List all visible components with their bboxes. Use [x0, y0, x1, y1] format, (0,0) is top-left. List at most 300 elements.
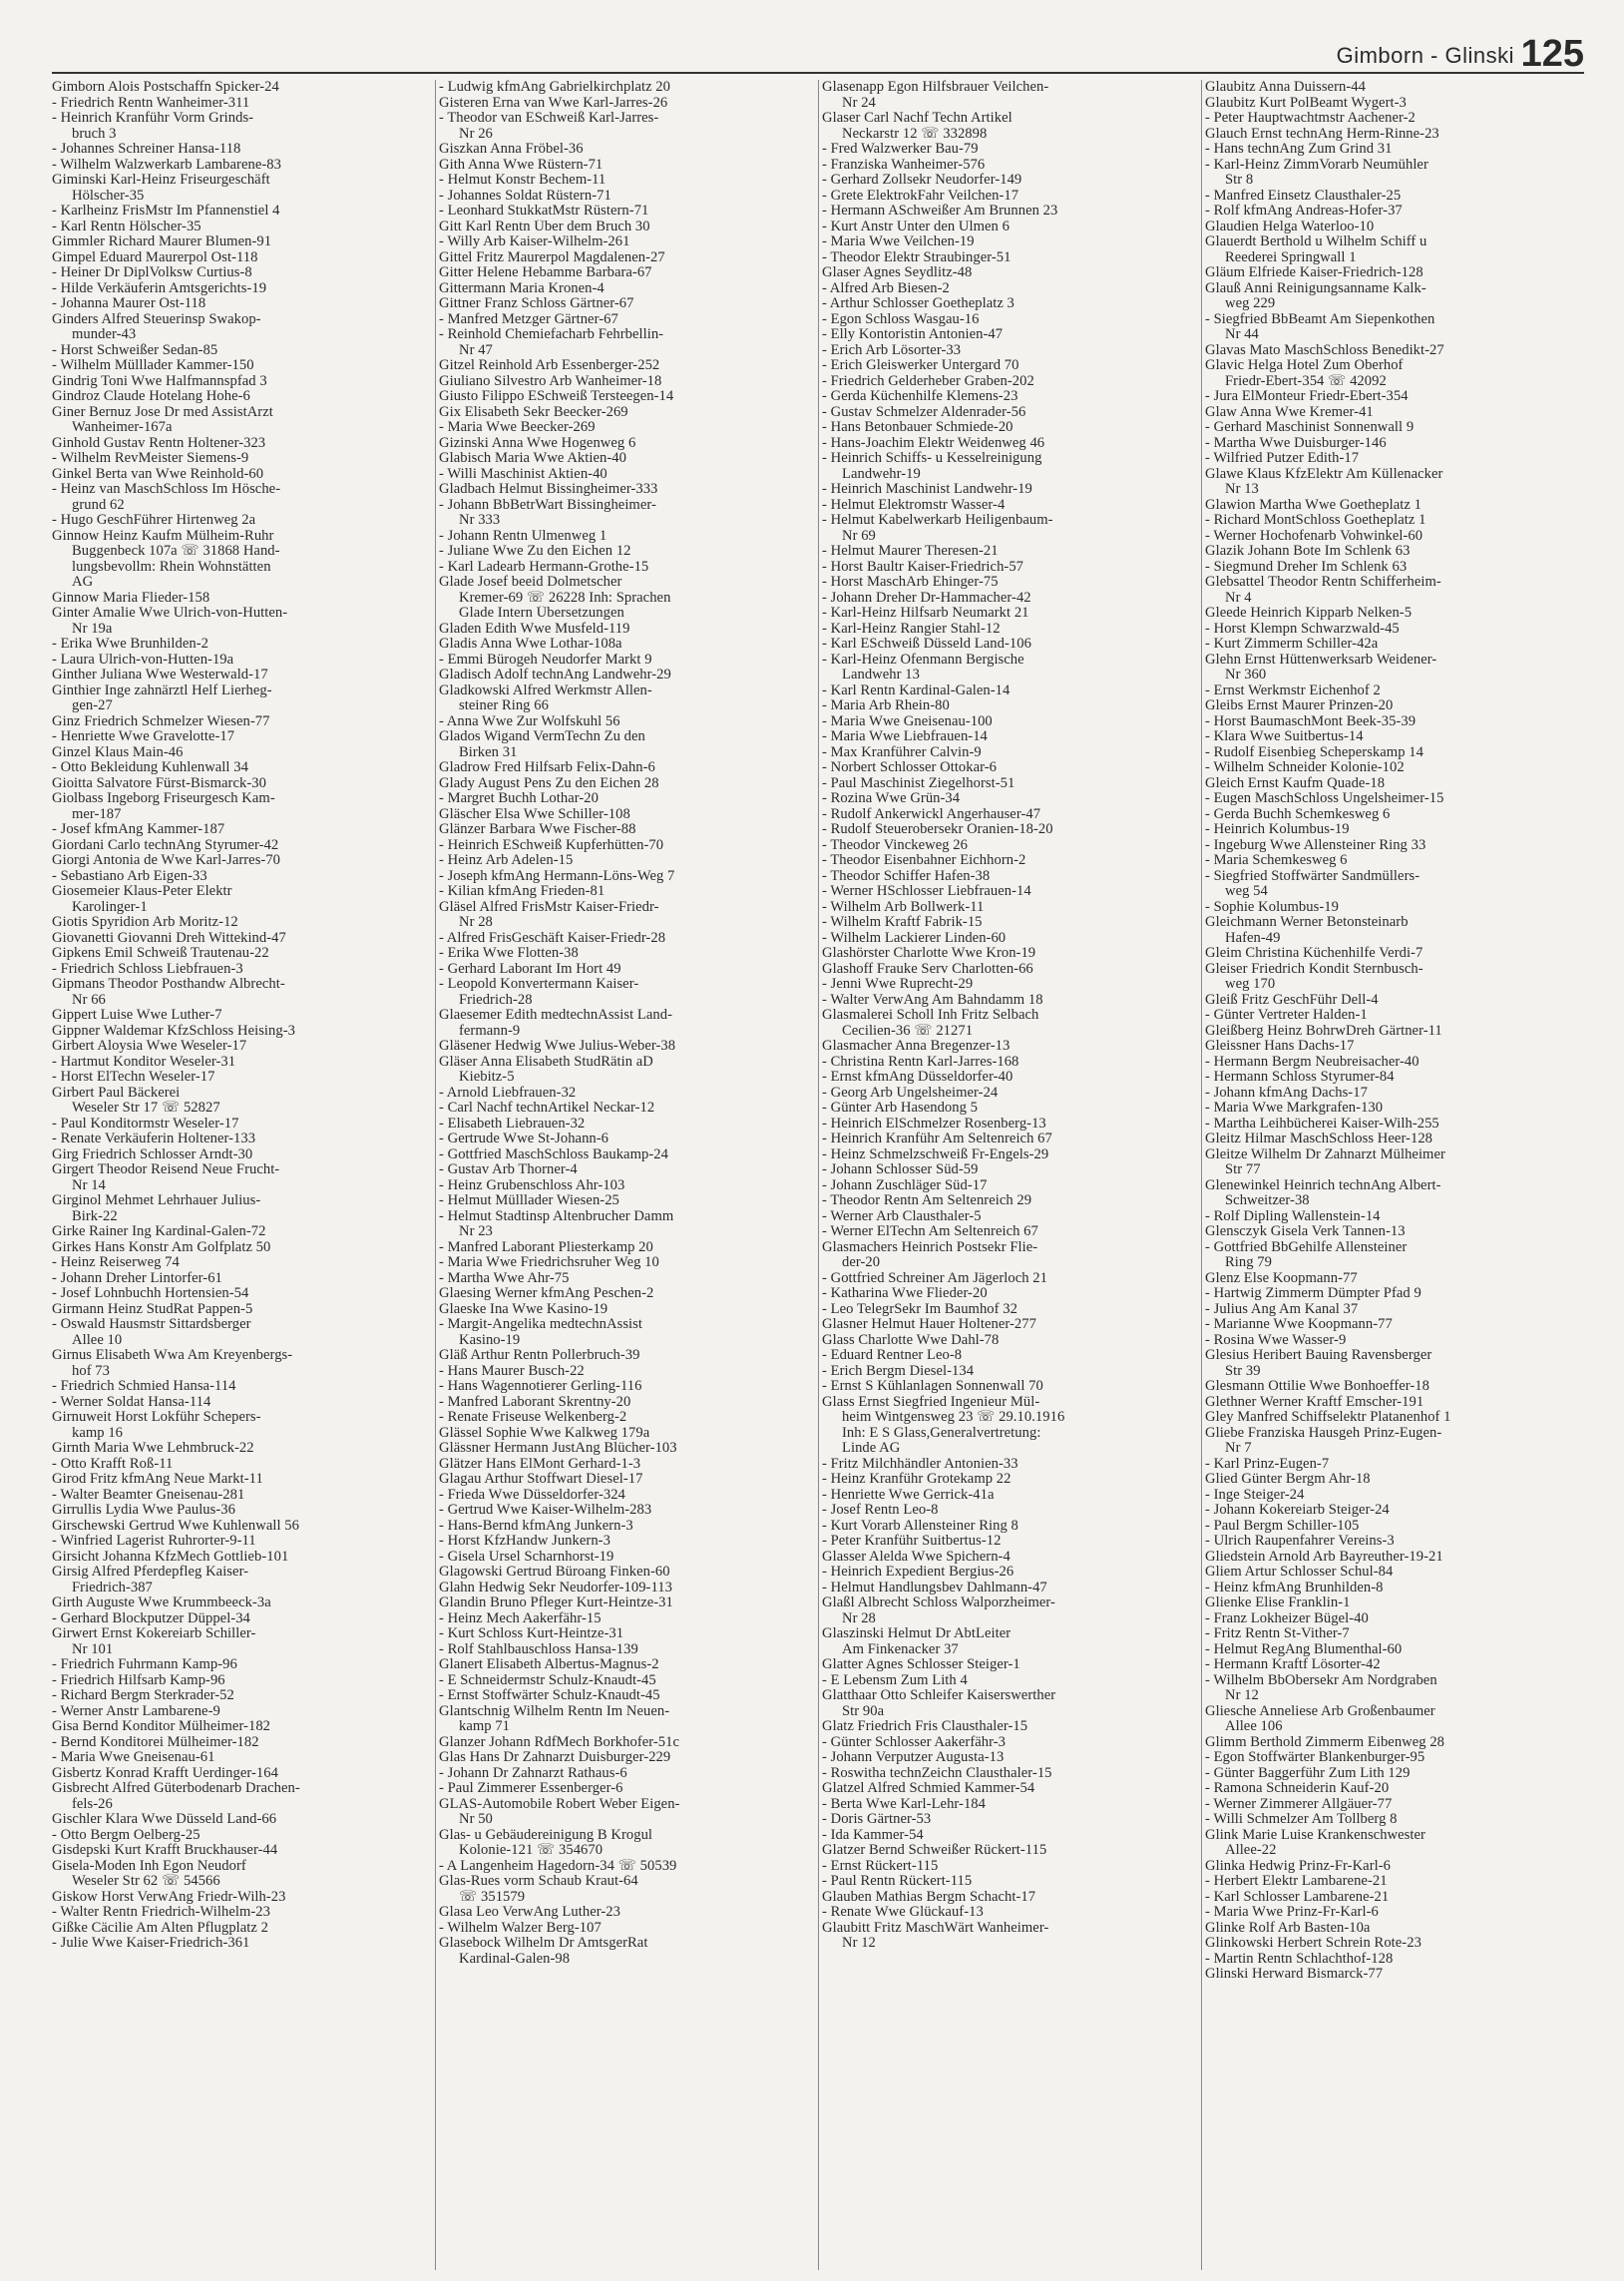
directory-entry: - Günter Arb Hasendong 5 [822, 1101, 979, 1116]
directory-entry: - Helmut Kabelwerkarb Heiligenbaum- [822, 513, 1053, 528]
directory-entry: Schweitzer-38 [1225, 1193, 1310, 1208]
directory-entry: Gittel Fritz Maurerpol Magdalenen-27 [439, 249, 665, 265]
directory-entry: - Doris Gärtner-53 [822, 1812, 932, 1827]
directory-entry: - Friedrich Rentn Wanheimer-311 [52, 95, 250, 111]
directory-entry: - Heinrich Kranführ Am Seltenreich 67 [822, 1132, 1052, 1146]
directory-entry: - Gerhard Zollsekr Neudorfer-149 [822, 173, 1022, 188]
directory-entry: Gleibs Ernst Maurer Prinzen-20 [1205, 698, 1394, 713]
directory-entry: Gisdepski Kurt Krafft Bruckhauser-44 [52, 1843, 278, 1858]
directory-entry: - Helmut Mülllader Wiesen-25 [439, 1193, 619, 1208]
directory-entry: - Heinz Arb Adelen-15 [439, 853, 574, 868]
directory-entry: - Hans-Joachim Elektr Weidenweg 46 [822, 435, 1045, 451]
directory-entry: kamp 16 [72, 1425, 124, 1441]
directory-entry: Gladkowski Alfred Werkmstr Allen- [439, 683, 652, 698]
directory-entry: - Paul Konditormstr Weseler-17 [52, 1116, 239, 1132]
directory-entry: - Helmut Maurer Theresen-21 [822, 544, 999, 559]
directory-entry: - Heinrich Kranführ Vorm Grinds- [52, 111, 254, 126]
directory-entry: - Gertrud Wwe Kaiser-Wilhelm-283 [439, 1503, 652, 1518]
directory-entry: - Wilhelm Mülllader Kammer-150 [52, 358, 254, 373]
directory-entry: - Werner Hochofenarb Vohwinkel-60 [1205, 528, 1423, 544]
directory-entry: - Johann Schlosser Süd-59 [822, 1162, 979, 1177]
directory-entry: ☏ 351579 [459, 1889, 526, 1905]
directory-entry: Glass Charlotte Wwe Dahl-78 [822, 1332, 1000, 1348]
directory-entry: Nr 14 [72, 1177, 106, 1193]
directory-entry: - Maria Wwe Markgrafen-130 [1205, 1101, 1384, 1116]
directory-entry: - Hans Wagennotierer Gerling-116 [439, 1379, 642, 1394]
directory-entry: gen-27 [72, 698, 113, 713]
directory-entry: Glady August Pens Zu den Eichen 28 [439, 775, 659, 791]
directory-entry: - Heinrich Schiffs- u Kesselreinigung [822, 451, 1042, 466]
directory-entry: Ginkel Berta van Wwe Reinhold-60 [52, 466, 264, 482]
directory-entry: Glensczyk Gisela Verk Tannen-13 [1205, 1224, 1406, 1239]
directory-entry: - Heinz Kranführ Grotekamp 22 [822, 1472, 1012, 1487]
directory-entry: Landwehr 13 [842, 668, 920, 683]
directory-entry: Gitter Helene Hebamme Barbara-67 [439, 265, 652, 280]
directory-entry: Nr 24 [842, 95, 876, 111]
directory-entry: Girbert Paul Bäckerei [52, 1085, 181, 1101]
directory-entry: - Gerda Buchh Schemkesweg 6 [1205, 806, 1391, 822]
directory-entry: Gleich Ernst Kaufm Quade-18 [1205, 775, 1386, 791]
directory-entry: - Roswitha technZeichn Clausthaler-15 [822, 1765, 1052, 1781]
directory-entry: Gioitta Salvatore Fürst-Bismarck-30 [52, 775, 266, 791]
directory-entry: Reederei Springwall 1 [1225, 249, 1357, 265]
directory-entry: - Gottfried BbGehilfe Allensteiner [1205, 1239, 1408, 1255]
directory-entry: - Gottfried MaschSchloss Baukamp-24 [439, 1146, 668, 1162]
directory-entry: - Arnold Liebfrauen-32 [439, 1085, 577, 1101]
directory-entry: - Ida Kammer-54 [822, 1827, 924, 1843]
directory-entry: - Heinrich ElSchmelzer Rosenberg-13 [822, 1116, 1046, 1132]
directory-entry: Ginders Alfred Steuerinsp Swakop- [52, 311, 261, 327]
directory-entry: Str 77 [1225, 1162, 1261, 1177]
directory-entry: Gleede Heinrich Kipparb Nelken-5 [1205, 606, 1413, 621]
directory-entry: - Franz Lokheizer Bügel-40 [1205, 1610, 1369, 1626]
directory-entry: - Karl ESchweiß Düsseld Land-106 [822, 637, 1031, 652]
directory-entry: Nr 50 [459, 1812, 493, 1827]
directory-entry: Ginhold Gustav Rentn Holtener-323 [52, 435, 266, 451]
directory-entry: Glatzel Alfred Schmied Kammer-54 [822, 1781, 1035, 1796]
directory-entry: Gladis Anna Wwe Lothar-108a [439, 637, 622, 652]
directory-entry: Glasa Leo VerwAng Luther-23 [439, 1905, 620, 1920]
directory-entry: - Johann BbBetrWart Bissingheimer- [439, 497, 656, 513]
directory-entry: Glaudien Helga Waterloo-10 [1205, 219, 1375, 234]
directory-entry: - Margret Buchh Lothar-20 [439, 791, 599, 806]
directory-entry: Nr 19a [72, 621, 113, 637]
directory-entry: - Henriette Wwe Gerrick-41a [822, 1487, 995, 1503]
directory-entry: - Berta Wwe Karl-Lehr-184 [822, 1796, 986, 1812]
directory-entry: - Ernst S Kühlanlagen Sonnenwall 70 [822, 1379, 1043, 1394]
directory-entry: Allee 106 [1225, 1719, 1283, 1734]
directory-entry: - Heinrich Kolumbus-19 [1205, 822, 1350, 837]
directory-entry: - Leopold Konvertermann Kaiser- [439, 977, 639, 992]
directory-entry: Girod Fritz kfmAng Neue Markt-11 [52, 1472, 263, 1487]
directory-entry: - Friedrich Schmied Hansa-114 [52, 1379, 236, 1394]
directory-entry: - Kurt Zimmerm Schiller-42a [1205, 637, 1379, 652]
directory-entry: weg 54 [1225, 884, 1268, 899]
directory-entry: - Martha Leihbücherei Kaiser-Wilh-255 [1205, 1116, 1439, 1132]
directory-entry: - Günter Schlosser Aakerfähr-3 [822, 1734, 1006, 1750]
directory-entry: AG [72, 575, 94, 590]
directory-entry: Giskow Horst VerwAng Friedr-Wilh-23 [52, 1889, 286, 1905]
directory-entry: Gliesche Anneliese Arb Großenbaumer [1205, 1703, 1435, 1719]
directory-entry: Girwert Ernst Kokereiarb Schiller- [52, 1626, 256, 1641]
directory-entry: - Johann Verputzer Augusta-13 [822, 1750, 1005, 1765]
directory-entry: - Manfred Laborant Skrentny-20 [439, 1394, 631, 1410]
directory-entry: Nr 69 [842, 528, 876, 544]
directory-entry: Am Finkenacker 37 [842, 1641, 959, 1657]
directory-entry: - Christina Rentn Karl-Jarres-168 [822, 1054, 1019, 1070]
directory-entry: Glinke Rolf Arb Basten-10a [1205, 1920, 1371, 1936]
directory-entry: Glesmann Ottilie Wwe Bonhoeffer-18 [1205, 1379, 1429, 1394]
directory-entry: Glaw Anna Wwe Kremer-41 [1205, 404, 1374, 420]
directory-entry: Str 8 [1225, 173, 1254, 188]
directory-entry: Landwehr-19 [842, 466, 921, 482]
directory-entry: - Alfred FrisGeschäft Kaiser-Friedr-28 [439, 930, 666, 946]
directory-entry: - Manfred Metzger Gärtner-67 [439, 311, 618, 327]
directory-entry: Gippert Luise Wwe Luther-7 [52, 1008, 222, 1023]
directory-entry: Girrullis Lydia Wwe Paulus-36 [52, 1503, 235, 1518]
directory-entry: - Maria Wwe Prinz-Fr-Karl-6 [1205, 1905, 1379, 1920]
directory-entry: - Helmut RegAng Blumenthal-60 [1205, 1641, 1403, 1657]
directory-entry: - Wilhelm Lackierer Linden-60 [822, 930, 1007, 946]
directory-entry: - Günter Vertreter Halden-1 [1205, 1008, 1368, 1023]
directory-entry: - Hugo GeschFührer Hirtenweg 2a [52, 513, 256, 528]
directory-entry: - Rudolf Ankerwickl Angerhauser-47 [822, 806, 1041, 822]
directory-entry: Nr 4 [1225, 590, 1252, 606]
directory-entry: - Horst Baultr Kaiser-Friedrich-57 [822, 559, 1024, 575]
directory-entry: - Leonhard StukkatMstr Rüstern-71 [439, 204, 649, 219]
directory-entry: - Maria Wwe Liebfrauen-14 [822, 729, 988, 744]
directory-entry: - Fred Walzwerker Bau-79 [822, 142, 979, 157]
directory-entry: Gimmler Richard Maurer Blumen-91 [52, 234, 272, 249]
directory-entry: Gippner Waldemar KfzSchloss Heising-3 [52, 1023, 295, 1039]
directory-entry: - Josef kfmAng Kammer-187 [52, 822, 225, 837]
directory-entry: - E Lebensm Zum Lith 4 [822, 1672, 968, 1688]
directory-entry: heim Wintgensweg 23 ☏ 29.10.1916 [842, 1410, 1065, 1425]
directory-entry: - Helmut Elektromstr Wasser-4 [822, 497, 1006, 513]
directory-entry: Gizinski Anna Wwe Hogenweg 6 [439, 435, 636, 451]
directory-entry: - Norbert Schlosser Ottokar-6 [822, 760, 998, 775]
directory-entry: kamp 71 [459, 1719, 511, 1734]
directory-entry: fermann-9 [459, 1023, 521, 1039]
directory-entry: - Ludwig kfmAng Gabrielkirchplatz 20 [439, 80, 670, 95]
directory-entry: - Juliane Wwe Zu den Eichen 12 [439, 544, 631, 559]
directory-entry: Glässel Sophie Wwe Kalkweg 179a [439, 1425, 650, 1441]
directory-entry: Giszkan Anna Fröbel-36 [439, 142, 584, 157]
directory-entry: - Fritz Rentn St-Vither-7 [1205, 1626, 1350, 1641]
directory-entry: Kasino-19 [459, 1332, 521, 1348]
directory-entry: - Werner ElTechn Am Seltenreich 67 [822, 1224, 1038, 1239]
directory-entry: Gisa Bernd Konditor Mülheimer-182 [52, 1719, 271, 1734]
directory-entry: - Ramona Schneiderin Kauf-20 [1205, 1781, 1390, 1796]
directory-entry: Glaßl Albrecht Schloss Walporzheimer- [822, 1596, 1055, 1610]
directory-columns [52, 80, 1584, 2270]
directory-entry: - Johann Dreher Dr-Hammacher-42 [822, 590, 1031, 606]
directory-entry: - Werner Arb Clausthaler-5 [822, 1208, 982, 1224]
directory-entry: - Theodor Eisenbahner Eichhorn-2 [822, 853, 1026, 868]
directory-entry: - Otto Bekleidung Kuhlenwall 34 [52, 760, 248, 775]
directory-entry: - Gerhard Blockputzer Düppel-34 [52, 1610, 250, 1626]
directory-entry: Allee-22 [1225, 1843, 1277, 1858]
directory-entry: Gladisch Adolf technAng Landwehr-29 [439, 668, 671, 683]
directory-entry: Glauben Mathias Bergm Schacht-17 [822, 1889, 1036, 1905]
directory-entry: - Sebastiano Arb Eigen-33 [52, 868, 207, 884]
directory-entry: Giner Bernuz Jose Dr med AssistArzt [52, 404, 273, 420]
directory-entry: Glandin Bruno Pfleger Kurt-Heintze-31 [439, 1596, 673, 1610]
directory-entry: Glashörster Charlotte Wwe Kron-19 [822, 946, 1036, 961]
directory-entry: - Eugen MaschSchloss Ungelsheimer-15 [1205, 791, 1444, 806]
directory-entry: - Johann Kokereiarb Steiger-24 [1205, 1503, 1390, 1518]
directory-entry: - Ingeburg Wwe Allensteiner Ring 33 [1205, 837, 1426, 853]
directory-entry: - Maria Schemkesweg 6 [1205, 853, 1348, 868]
directory-entry: - Hans Betonbauer Schmiede-20 [822, 420, 1014, 435]
directory-entry: Girnuweit Horst Lokführ Schepers- [52, 1410, 261, 1425]
directory-entry: Glaubitz Kurt PolBeamt Wygert-3 [1205, 95, 1407, 111]
directory-entry: Gläscher Elsa Wwe Schiller-108 [439, 806, 630, 822]
directory-entry: Gladbach Helmut Bissingheimer-333 [439, 482, 658, 497]
directory-entry: - Max Kranführer Calvin-9 [822, 744, 982, 760]
directory-entry: Gliedstein Arnold Arb Bayreuther-19-21 [1205, 1549, 1443, 1565]
directory-entry: - Maria Wwe Gneisenau-61 [52, 1750, 215, 1765]
directory-entry: Glanert Elisabeth Albertus-Magnus-2 [439, 1657, 659, 1672]
directory-entry: - Leo TelegrSekr Im Baumhof 32 [822, 1301, 1017, 1317]
directory-entry: Gißke Cäcilie Am Alten Pflugplatz 2 [52, 1920, 268, 1936]
directory-entry: Girth Auguste Wwe Krummbeeck-3a [52, 1596, 271, 1610]
directory-entry: - Karl Rentn Kardinal-Galen-14 [822, 683, 1011, 698]
directory-column-3 [818, 80, 1201, 2270]
directory-entry: Gleitze Wilhelm Dr Zahnarzt Mülheimer [1205, 1146, 1445, 1162]
directory-entry: - Katharina Wwe Flieder-20 [822, 1286, 988, 1301]
directory-entry: - Rolf Dipling Wallenstein-14 [1205, 1208, 1381, 1224]
directory-entry: Glas- u Gebäudereinigung B Krogul [439, 1827, 653, 1843]
directory-entry: Glaeske Ina Wwe Kasino-19 [439, 1301, 609, 1317]
directory-entry: - Horst BaumaschMont Beek-35-39 [1205, 713, 1417, 729]
directory-entry: - Hermann Schloss Styrumer-84 [1205, 1070, 1395, 1085]
directory-entry: Gitzel Reinhold Arb Essenberger-252 [439, 358, 660, 373]
directory-entry: - Ernst Stoffwärter Schulz-Knaudt-45 [439, 1688, 660, 1703]
directory-entry: Glavic Helga Hotel Zum Oberhof [1205, 358, 1404, 373]
directory-entry: Giolbass Ingeborg Friseurgesch Kam- [52, 791, 275, 806]
directory-entry: - Paul Bergm Schiller-105 [1205, 1518, 1360, 1534]
directory-entry: - E Schneidermstr Schulz-Knaudt-45 [439, 1672, 656, 1688]
directory-entry: - Maria Wwe Gneisenau-100 [822, 713, 993, 729]
directory-entry: - Richard MontSchloss Goetheplatz 1 [1205, 513, 1426, 528]
directory-entry: - Laura Ulrich-von-Hutten-19a [52, 652, 234, 668]
directory-entry: - Erika Wwe Brunhilden-2 [52, 637, 208, 652]
directory-entry: - Friedrich Fuhrmann Kamp-96 [52, 1657, 237, 1672]
directory-entry: Gleissner Hans Dachs-17 [1205, 1039, 1355, 1054]
directory-entry: - Hartmut Konditor Weseler-31 [52, 1054, 236, 1070]
directory-entry: Birk-22 [72, 1208, 118, 1224]
directory-entry: - Siegmund Dreher Im Schlenk 63 [1205, 559, 1408, 575]
directory-entry: - Gottfried Schreiner Am Jägerloch 21 [822, 1270, 1047, 1286]
directory-entry: - Egon Schloss Wasgau-16 [822, 311, 980, 327]
directory-entry: Gläser Anna Elisabeth StudRätin aD [439, 1054, 653, 1070]
directory-entry: Glawe Klaus KfzElektr Am Küllenacker [1205, 466, 1443, 482]
directory-entry: Gladrow Fred Hilfsarb Felix-Dahn-6 [439, 760, 655, 775]
directory-entry: hof 73 [72, 1363, 110, 1379]
directory-entry: Gittermann Maria Kronen-4 [439, 280, 605, 296]
directory-entry: Ginther Juliana Wwe Westerwald-17 [52, 668, 268, 683]
directory-entry: - Bernd Konditorei Mülheimer-182 [52, 1734, 259, 1750]
directory-entry: Friedrich-28 [459, 992, 533, 1008]
directory-entry: - Martha Wwe Duisburger-146 [1205, 435, 1387, 451]
directory-entry: Gladen Edith Wwe Musfeld-119 [439, 621, 630, 637]
directory-entry: - Karl Schlosser Lambarene-21 [1205, 1889, 1390, 1905]
directory-entry: Friedr-Ebert-354 ☏ 42092 [1225, 373, 1387, 389]
directory-entry: Gitt Karl Rentn Über dem Bruch 30 [439, 219, 650, 234]
directory-entry: Kardinal-Galen-98 [459, 1951, 571, 1967]
directory-entry: Gisbrecht Alfred Güterbodenarb Drachen- [52, 1781, 300, 1796]
directory-entry: Weseler Str 17 ☏ 52827 [72, 1101, 220, 1116]
directory-entry: - Elisabeth Liebrauen-32 [439, 1116, 586, 1132]
directory-entry: Giovanetti Giovanni Dreh Wittekind-47 [52, 930, 286, 946]
directory-entry: - Maria Arb Rhein-80 [822, 698, 950, 713]
directory-entry: Nr 333 [459, 513, 501, 528]
directory-entry: Glasenapp Egon Hilfsbrauer Veilchen- [822, 80, 1049, 95]
directory-entry: Ginzel Klaus Main-46 [52, 744, 184, 760]
directory-entry: - Willi Maschinist Aktien-40 [439, 466, 608, 482]
directory-entry: munder-43 [72, 327, 137, 342]
directory-entry: - Siegfried Stoffwärter Sandmüllers- [1205, 868, 1421, 884]
directory-entry: - Maria Wwe Beecker-269 [439, 420, 596, 435]
directory-entry: Linde AG [842, 1441, 901, 1456]
directory-entry: - Heinrich Expedient Bergius-26 [822, 1565, 1015, 1580]
directory-entry: Gliebe Franziska Hausgeh Prinz-Eugen- [1205, 1425, 1442, 1441]
directory-entry: - Horst ElTechn Weseler-17 [52, 1070, 215, 1085]
directory-entry: Gley Manfred Schiffselektr Platanenhof 1 [1205, 1410, 1451, 1425]
directory-entry: - Julie Wwe Kaiser-Friedrich-361 [52, 1936, 250, 1951]
directory-entry: - Rolf Stahlbauschloss Hansa-139 [439, 1641, 638, 1657]
directory-entry: Glabisch Maria Wwe Aktien-40 [439, 451, 626, 466]
directory-entry: - Renate Wwe Glückauf-13 [822, 1905, 984, 1920]
directory-entry: Ginz Friedrich Schmelzer Wiesen-77 [52, 713, 270, 729]
page-number: 125 [1520, 33, 1584, 75]
directory-entry: - Werner Zimmerer Allgäuer-77 [1205, 1796, 1393, 1812]
directory-entry: - Hermann Bergm Neubreisacher-40 [1205, 1054, 1420, 1070]
directory-entry: Ring 79 [1225, 1255, 1272, 1270]
directory-entry: - Frieda Wwe Düsseldorfer-324 [439, 1487, 625, 1503]
directory-column-1 [52, 80, 435, 2270]
directory-entry: Hafen-49 [1225, 930, 1281, 946]
directory-entry: Glenz Else Koopmann-77 [1205, 1270, 1358, 1286]
directory-entry: Giotis Spyridion Arb Moritz-12 [52, 915, 238, 930]
directory-entry: - Theodor van ESchweiß Karl-Jarres- [439, 111, 659, 126]
directory-entry: - Wilhelm Schneider Kolonie-102 [1205, 760, 1405, 775]
directory-entry: - Johannes Schreiner Hansa-118 [52, 142, 241, 157]
directory-entry: Girsicht Johanna KfzMech Gottlieb-101 [52, 1549, 289, 1565]
directory-entry: Gleiser Friedrich Kondit Sternbusch- [1205, 961, 1423, 977]
directory-entry: fels-26 [72, 1796, 113, 1812]
directory-entry: - Heinz Schmelzschweiß Fr-Engels-29 [822, 1146, 1049, 1162]
directory-entry: Glaubitz Anna Duissern-44 [1205, 80, 1366, 95]
directory-entry: - Theodor Rentn Am Seltenreich 29 [822, 1193, 1032, 1208]
directory-entry: Glenewinkel Heinrich technAng Albert- [1205, 1177, 1441, 1193]
directory-entry: Cecilien-36 ☏ 21271 [842, 1023, 974, 1039]
directory-entry: - Wilhelm Kraftf Fabrik-15 [822, 915, 983, 930]
directory-entry: Weseler Str 62 ☏ 54566 [72, 1874, 220, 1889]
directory-entry: Glaser Agnes Seydlitz-48 [822, 265, 973, 280]
directory-entry: Nr 28 [459, 915, 493, 930]
directory-entry: - Hermann ASchweißer Am Brunnen 23 [822, 204, 1058, 219]
directory-entry: Gläsener Hedwig Wwe Julius-Weber-38 [439, 1039, 676, 1054]
directory-entry: Glass Ernst Siegfried Ingenieur Mül- [822, 1394, 1040, 1410]
directory-entry: Nr 28 [842, 1610, 876, 1626]
directory-entry: - Otto Krafft Roß-11 [52, 1456, 174, 1472]
directory-entry: - Alfred Arb Biesen-2 [822, 280, 950, 296]
directory-entry: - Kurt Anstr Unter den Ulmen 6 [822, 219, 1010, 234]
directory-entry: Gläum Elfriede Kaiser-Friedrich-128 [1205, 265, 1423, 280]
directory-entry: Giorgi Antonia de Wwe Karl-Jarres-70 [52, 853, 281, 868]
directory-entry: - Johann Dr Zahnarzt Rathaus-6 [439, 1765, 627, 1781]
directory-entry: - Elly Kontoristin Antonien-47 [822, 327, 1004, 342]
directory-entry: - Walter VerwAng Am Bahndamm 18 [822, 992, 1043, 1008]
directory-entry: Glinski Herward Bismarck-77 [1205, 1967, 1384, 1982]
directory-entry: Gisteren Erna van Wwe Karl-Jarres-26 [439, 95, 668, 111]
directory-entry: Glasner Helmut Hauer Holtener-277 [822, 1317, 1036, 1332]
directory-entry: - Johann Dreher Lintorfer-61 [52, 1270, 222, 1286]
directory-entry: Gleiß Fritz GeschFühr Dell-4 [1205, 992, 1379, 1008]
directory-entry: Friedrich-387 [72, 1580, 153, 1596]
directory-entry: - Friedrich Hilfsarb Kamp-96 [52, 1672, 225, 1688]
directory-entry: - Marianne Wwe Koopmann-77 [1205, 1317, 1393, 1332]
directory-entry: - Ernst Werkmstr Eichenhof 2 [1205, 683, 1381, 698]
directory-entry: - Manfred Einsetz Clausthaler-25 [1205, 188, 1402, 204]
directory-column-2 [435, 80, 818, 2270]
directory-entry: grund 62 [72, 497, 125, 513]
directory-entry: - Fritz Milchhändler Antonien-33 [822, 1456, 1018, 1472]
directory-entry: Glasmalerei Scholl Inh Fritz Selbach [822, 1008, 1039, 1023]
directory-entry: - Joseph kfmAng Hermann-Löns-Weg 7 [439, 868, 675, 884]
directory-entry: - Heinrich Maschinist Landwehr-19 [822, 482, 1032, 497]
directory-entry: - Karl-Heinz Hilfsarb Neumarkt 21 [822, 606, 1029, 621]
directory-entry: - Ernst Rückert-115 [822, 1858, 939, 1874]
directory-entry: - Paul Zimmerer Essenberger-6 [439, 1781, 623, 1796]
directory-entry: Glauerdt Berthold u Wilhelm Schiff u [1205, 234, 1427, 249]
directory-entry: Wanheimer-167a [72, 420, 173, 435]
directory-entry: Glazik Johann Bote Im Schlenk 63 [1205, 544, 1411, 559]
directory-entry: - Friedrich Gelderheber Graben-202 [822, 373, 1034, 389]
directory-entry: Glänzer Barbara Wwe Fischer-88 [439, 822, 636, 837]
directory-entry: Ginnow Maria Flieder-158 [52, 590, 210, 606]
directory-entry: Glagowski Gertrud Büroang Finken-60 [439, 1565, 670, 1580]
directory-entry: - Herbert Elektr Lambarene-21 [1205, 1874, 1388, 1889]
directory-entry: Glimm Berthold Zimmerm Eibenweg 28 [1205, 1734, 1445, 1750]
directory-entry: - Erich Bergm Diesel-134 [822, 1363, 975, 1379]
directory-entry: - Willy Arb Kaiser-Wilhelm-261 [439, 234, 630, 249]
directory-entry: Giminski Karl-Heinz Friseurgeschäft [52, 173, 270, 188]
directory-entry: Nr 23 [459, 1224, 493, 1239]
directory-entry: - Walter Rentn Friedrich-Wilhelm-23 [52, 1905, 270, 1920]
directory-entry: Giuliano Silvestro Arb Wanheimer-18 [439, 373, 662, 389]
directory-entry: Gleißberg Heinz BohrwDreh Gärtner-11 [1205, 1023, 1442, 1039]
directory-entry: - Hermann Kraftf Lösorter-42 [1205, 1657, 1381, 1672]
directory-entry: Kremer-69 ☏ 26228 Inh: Sprachen [459, 590, 671, 606]
directory-entry: - Oswald Hausmstr Sittardsberger [52, 1317, 251, 1332]
directory-entry: Gleim Christina Küchenhilfe Verdi-7 [1205, 946, 1423, 961]
directory-entry: - Anna Wwe Zur Wolfskuhl 56 [439, 713, 620, 729]
directory-entry: Gleichmann Werner Betonsteinarb [1205, 915, 1409, 930]
directory-entry: - Hilde Verkäuferin Amtsgerichts-19 [52, 280, 267, 296]
directory-entry: - Wilhelm Arb Bollwerk-11 [822, 899, 985, 915]
directory-entry: Glawion Martha Wwe Goetheplatz 1 [1205, 497, 1421, 513]
directory-entry: Glatzer Bernd Schweißer Rückert-115 [822, 1843, 1047, 1858]
directory-entry: Gleitz Hilmar MaschSchloss Heer-128 [1205, 1132, 1433, 1146]
directory-entry: - Hans-Bernd kfmAng Junkern-3 [439, 1518, 633, 1534]
directory-entry: - Heinz Mech Aakerfähr-15 [439, 1610, 602, 1626]
directory-entry: - Hartwig Zimmerm Dümpter Pfad 9 [1205, 1286, 1421, 1301]
directory-entry: - Franziska Wanheimer-576 [822, 157, 986, 173]
directory-entry: - Rosina Wwe Wasser-9 [1205, 1332, 1347, 1348]
